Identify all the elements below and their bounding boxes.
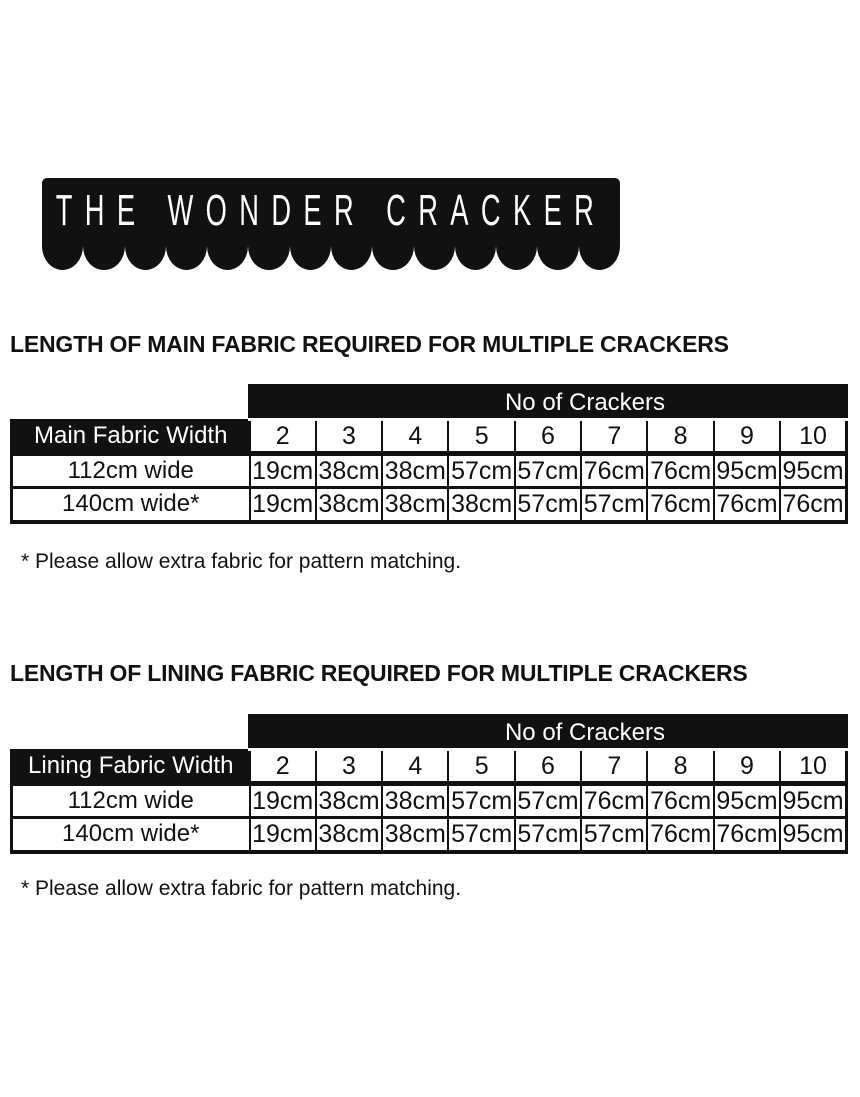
- table-row-140cm: [12, 488, 847, 522]
- corner-spacer: [12, 386, 250, 420]
- group-header-row: [12, 716, 847, 750]
- column-header: 6: [515, 420, 581, 454]
- cell: 19cm: [250, 818, 316, 852]
- cell: 57cm: [515, 818, 581, 852]
- column-header-row: [12, 420, 847, 454]
- cell: 95cm: [780, 784, 846, 818]
- cell: 76cm: [581, 784, 647, 818]
- banner-rect: [42, 178, 620, 246]
- cell: 57cm: [448, 454, 514, 488]
- cell: 95cm: [780, 454, 846, 488]
- cell: 38cm: [382, 818, 448, 852]
- column-header: 3: [316, 750, 382, 784]
- brand-banner: [42, 178, 620, 270]
- cell: 76cm: [647, 784, 713, 818]
- row-label: 112cm wide: [12, 784, 250, 818]
- cell: 95cm: [780, 818, 846, 852]
- cell: 57cm: [515, 784, 581, 818]
- cell: 38cm: [316, 818, 382, 852]
- cell: 57cm: [448, 818, 514, 852]
- table-row-140cm: [12, 818, 847, 852]
- corner-label-lining-fabric-width: Lining Fabric Width: [12, 750, 250, 784]
- column-header: 2: [250, 750, 316, 784]
- column-header: 10: [780, 750, 846, 784]
- section-heading-lining-fabric: LENGTH OF LINING FABRIC REQUIRED FOR MULTIPLE CRACKERS: [10, 660, 748, 686]
- cell: 57cm: [581, 488, 647, 522]
- cell: 57cm: [515, 488, 581, 522]
- lining-fabric-table: [10, 714, 848, 854]
- footnote-main-fabric: * Please allow extra fabric for pattern matching.: [21, 550, 462, 573]
- cell: 38cm: [382, 454, 448, 488]
- table-row-112cm: [12, 784, 847, 818]
- cell: 19cm: [250, 488, 316, 522]
- cell: 57cm: [448, 784, 514, 818]
- cell: 19cm: [250, 454, 316, 488]
- cell: 76cm: [647, 488, 713, 522]
- cell: 76cm: [714, 488, 780, 522]
- group-header-row: [12, 386, 847, 420]
- cell: 95cm: [714, 454, 780, 488]
- cell: 76cm: [714, 818, 780, 852]
- cell: 38cm: [448, 488, 514, 522]
- cell: 38cm: [316, 488, 382, 522]
- column-header: 10: [780, 420, 846, 454]
- cell: 57cm: [515, 454, 581, 488]
- row-label: 140cm wide*: [12, 818, 250, 852]
- corner-label-main-fabric-width: Main Fabric Width: [12, 420, 250, 454]
- cell: 38cm: [382, 784, 448, 818]
- brand-title: THE WONDER CRACKER: [55, 186, 607, 235]
- row-label: 140cm wide*: [12, 488, 250, 522]
- column-header: 7: [581, 420, 647, 454]
- column-header: 9: [714, 750, 780, 784]
- column-header: 5: [448, 420, 514, 454]
- column-header: 4: [382, 750, 448, 784]
- column-header-row: [12, 750, 847, 784]
- column-header: 8: [647, 420, 713, 454]
- cell: 38cm: [316, 784, 382, 818]
- cell: 95cm: [714, 784, 780, 818]
- cell: 38cm: [382, 488, 448, 522]
- column-header: 8: [647, 750, 713, 784]
- group-header-no-of-crackers: No of Crackers: [250, 716, 847, 750]
- column-header: 9: [714, 420, 780, 454]
- footnote-lining-fabric: * Please allow extra fabric for pattern matching.: [21, 877, 462, 900]
- cell: 57cm: [581, 818, 647, 852]
- column-header: 7: [581, 750, 647, 784]
- corner-spacer: [12, 716, 250, 750]
- section-heading-main-fabric: LENGTH OF MAIN FABRIC REQUIRED FOR MULTIPLE CRACKERS: [10, 331, 729, 357]
- column-header: 5: [448, 750, 514, 784]
- column-header: 6: [515, 750, 581, 784]
- cell: 76cm: [581, 454, 647, 488]
- cell: 76cm: [780, 488, 846, 522]
- main-fabric-table: [10, 384, 848, 524]
- column-header: 3: [316, 420, 382, 454]
- column-header: 2: [250, 420, 316, 454]
- row-label: 112cm wide: [12, 454, 250, 488]
- cell: 76cm: [647, 454, 713, 488]
- table-row-112cm: [12, 454, 847, 488]
- cell: 19cm: [250, 784, 316, 818]
- column-header: 4: [382, 420, 448, 454]
- cell: 38cm: [316, 454, 382, 488]
- group-header-no-of-crackers: No of Crackers: [250, 386, 847, 420]
- cell: 76cm: [647, 818, 713, 852]
